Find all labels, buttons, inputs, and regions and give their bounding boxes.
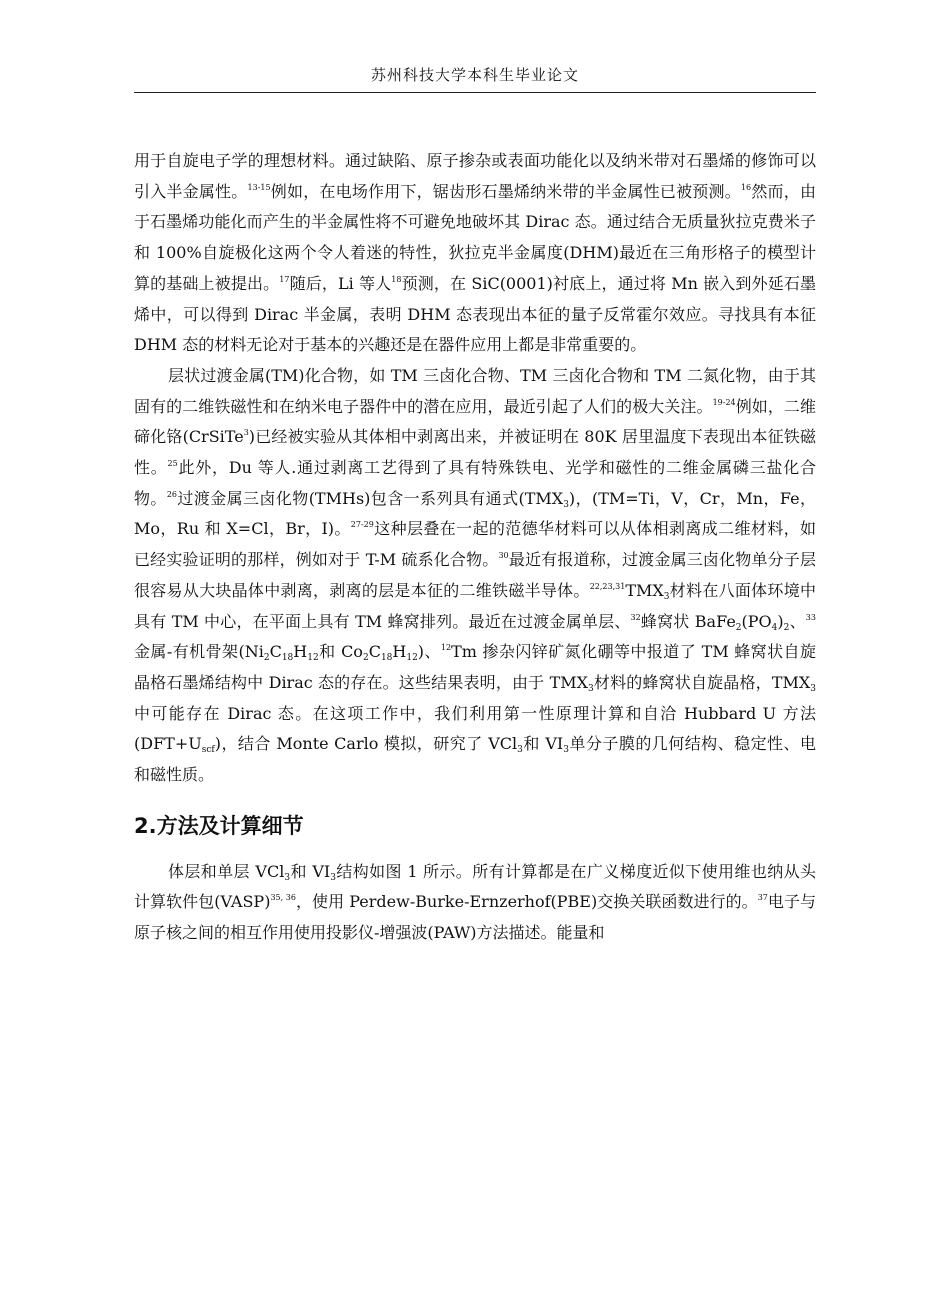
body-text [134,146,816,949]
citation: 27-29 [350,520,374,530]
citation: 22,23,31 [589,581,626,591]
citation: 32 [630,612,641,622]
superscript: 3 [243,428,249,438]
citation: 26 [166,489,178,499]
citation: 37 [757,893,768,903]
citation: 12 [440,643,452,653]
running-header: 苏州科技大学本科生毕业论文 [370,66,579,84]
header-rule [134,92,816,93]
citation: 18 [391,274,402,284]
citation: 16 [740,182,752,192]
citation: 25 [167,459,178,469]
citation: 35, 36 [270,893,296,903]
citation: 19-24 [712,397,736,407]
section-heading: 2.方法及计算细节 [134,813,304,838]
paragraph-3: 体层和单层 VCl$_3$和 $VI_3$结构如图 1 所示。所有计算都是在广义梯度近似下使用维也纳从头计算软件包(VASP)$^{35, 36}$，使用 Perdew-Burke-Ernzerhof(PBE)交换关联函数进行的。$^{37}$电子与原子核之间的相互作用使用投影仪-增强波(PAW)方法描述。能量和 [134,861,816,943]
citation: 33 [805,612,816,622]
paragraph-1: 用于自旋电子学的理想材料。通过缺陷、原子掺杂或表面功能化以及纳米带对石墨烯的修饰可以引入半金属性。$^{13-15}$例如，在电场作用下，锯齿形石墨烯纳米带的半金属性已被预测。$^{16}$然而，由于石墨烯功能化而产生的半金属性将不可避免地破坏其 Dirac 态。通过结合无质量狄拉克费米子和 100%自旋极化这两个令人着迷的特性，狄拉克半金属度(DHM)最近在三角形格子的模型计算的基础上被提出。$^{17}$随后，Li 等人$^{18}$预测，在 SiC(0001)衬底上，通过将 Mn 嵌入到外延石墨烯中，可以得到 Dirac 半金属，表明 DHM 态表现出本征的量子反常霍尔效应。寻找具有本征 DHM 态的材料无论对于基本的兴趣还是在器件应用上都是非常重要的。 [134,151,816,355]
citation: 30 [498,551,509,561]
citation: 13-15 [247,182,271,192]
paragraph-2: 层状过渡金属(TM)化合物，如 TM 三卤化合物、TM 三卤化合物和 TM 二氮化物，由于其固有的二维铁磁性和在纳米电子器件中的潜在应用，最近引起了人们的极大关注。$^{19-24}$例如，二维碲化铬(CrSiTe$^3$)已经被实验从其体相中剥离出来，并被证明在 80K 居里温度下表现出本征铁磁性。$^{25}$此外，Du 等人.通过剥离工艺得到了具有特殊铁电、光学和磁性的二维金属磷三盐化合物。$^{26}$过渡金属三卤化物(TMHs)包含一系列具有通式$(TMX_3)$，(TM=Ti，V，Cr，Mn，Fe，Mo，Ru 和 X=Cl，Br，I)。$^{27-29}$这种层叠在一起的范德华材料可以从体相剥离成二维材料，如已经实验证明的那样，例如对于 T-M 硫系化合物。$^{30}$最近有报道称，过渡金属三卤化物单分子层很容易从大块晶体中剥离，剥离的层是本征的二维铁磁半导体。$^{22,23,31}TMX_3$材料在八面体环境中具有 TM 中心，在平面上具有 TM 蜂窝排列。最近在过渡金属单层、$^{32}$蜂窝状 $BaFe_2(PO_4)_2$、$^{33}$金属-有机骨架($Ni_2C_{18}H_{12}$和 $Co_2C_{18}H_{12}$)、$^{12}$Tm 掺杂闪锌矿氮化硼等中报道了 TM 蜂窝状自旋晶格石墨烯结构中 Dirac 态的存在。这些结果表明，由于 $TMX_3$材料的蜂窝状自旋晶格，$TMX_3$中可能存在 Dirac 态。在这项工作中，我们利用第一性原理计算和自洽 Hubbard U 方法$(DFT+U_{scf})$，结合 Monte Carlo 模拟，研究了 VCl$_3$和 $VI_3$单分子膜的几何结构、稳定性、电和磁性质。 [134,365,816,785]
citation: 17 [279,274,290,284]
